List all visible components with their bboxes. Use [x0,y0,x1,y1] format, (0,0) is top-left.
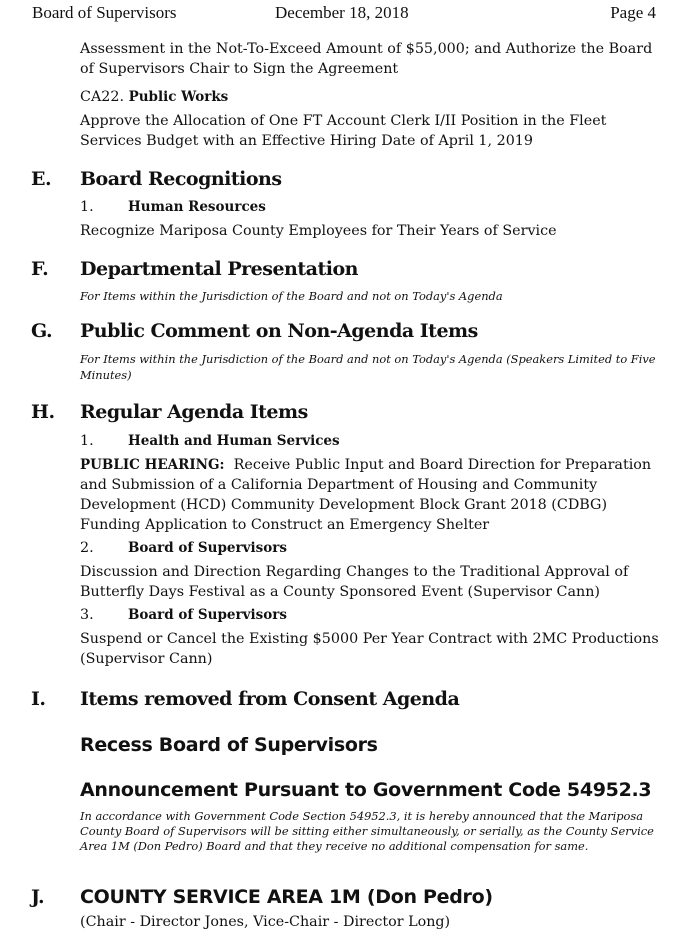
section-i-letter: I. [31,688,46,710]
section-h-item-1-number: 1. [80,433,94,449]
section-e-item-1-number: 1. [80,199,94,215]
section-h-item-3-department: Board of Supervisors [128,607,287,623]
ca22-heading [80,87,228,107]
section-e-title: Board Recognitions [80,168,282,190]
section-j-subtitle: (Chair - Director Jones, Vice-Chair - Director Long) [80,914,451,930]
ca22-number: CA22. [80,89,125,105]
section-f-note: For Items within the Jurisdiction of the Board and not on Today's Agenda [80,289,503,303]
section-h-item-2-description: Discussion and Direction Regarding Changes to the Traditional Approval of Butterfly Days Festival as a County Sponsored Event (Supervisor Cann) [80,564,629,600]
ca22-description: Approve the Allocation of One FT Account Clerk I/II Position in the Fleet Services Budget with an Effective Hiring Date of April 1, 2019 [80,113,607,149]
section-f-letter: F. [31,258,49,280]
section-h-item-1-text [80,455,660,535]
section-e-item-1-department: Human Resources [128,199,266,215]
carryover-text: Assessment in the Not-To-Exceed Amount of $55,000; and Authorize the Board of Supervisors Chair to Sign the Agreement [80,41,653,77]
section-h-item-2-number: 2. [80,540,94,556]
ca22-department: Public Works [128,89,229,105]
section-g-title: Public Comment on Non-Agenda Items [80,320,478,342]
section-e-letter: E. [31,168,52,190]
announcement-note: In accordance with Government Code Section 54952.3, it is hereby announced that the Mariposa County Board of Supervisors will be sitting either simultaneously, or serially, as the County Service Area 1M (Don Pedro) Board and that they receive no additional compensation for same. [80,809,654,853]
section-h-item-1-description: Receive Public Input and Board Direction for Preparation and Submission of a California Department of Housing and Community Development (HCD) Community Development Block Grant 2018 (CDBG) Funding Application to Construct an Emergency Shelter [80,457,652,533]
section-h-letter: H. [31,401,55,423]
section-g-letter: G. [31,320,53,342]
section-h-item-2-department: Board of Supervisors [128,540,287,556]
section-j-title: COUNTY SERVICE AREA 1M (Don Pedro) [80,886,493,908]
header-date: December 18, 2018 [275,3,409,22]
section-h-title: Regular Agenda Items [80,401,308,423]
section-e-item-1-description: Recognize Mariposa County Employees for Their Years of Service [80,223,557,239]
public-hearing-label: PUBLIC HEARING: [80,457,225,473]
announcement-title: Announcement Pursuant to Government Code 54952.3 [80,779,652,801]
section-h-item-1-department: Health and Human Services [128,433,340,449]
section-i-title: Items removed from Consent Agenda [80,688,460,710]
section-h-item-3-number: 3. [80,607,94,623]
section-g-note: For Items within the Jurisdiction of the Board and not on Today's Agenda (Speakers Limited to Five Minutes) [80,352,656,382]
header-board-name: Board of Supervisors [32,3,177,22]
recess-title: Recess Board of Supervisors [80,734,378,756]
section-j-letter: J. [31,886,45,908]
page-header [32,3,656,25]
section-h-item-3-description: Suspend or Cancel the Existing $5000 Per Year Contract with 2MC Productions (Supervisor Cann) [80,631,659,667]
header-page-number: Page 4 [610,3,656,22]
section-f-title: Departmental Presentation [80,258,358,280]
